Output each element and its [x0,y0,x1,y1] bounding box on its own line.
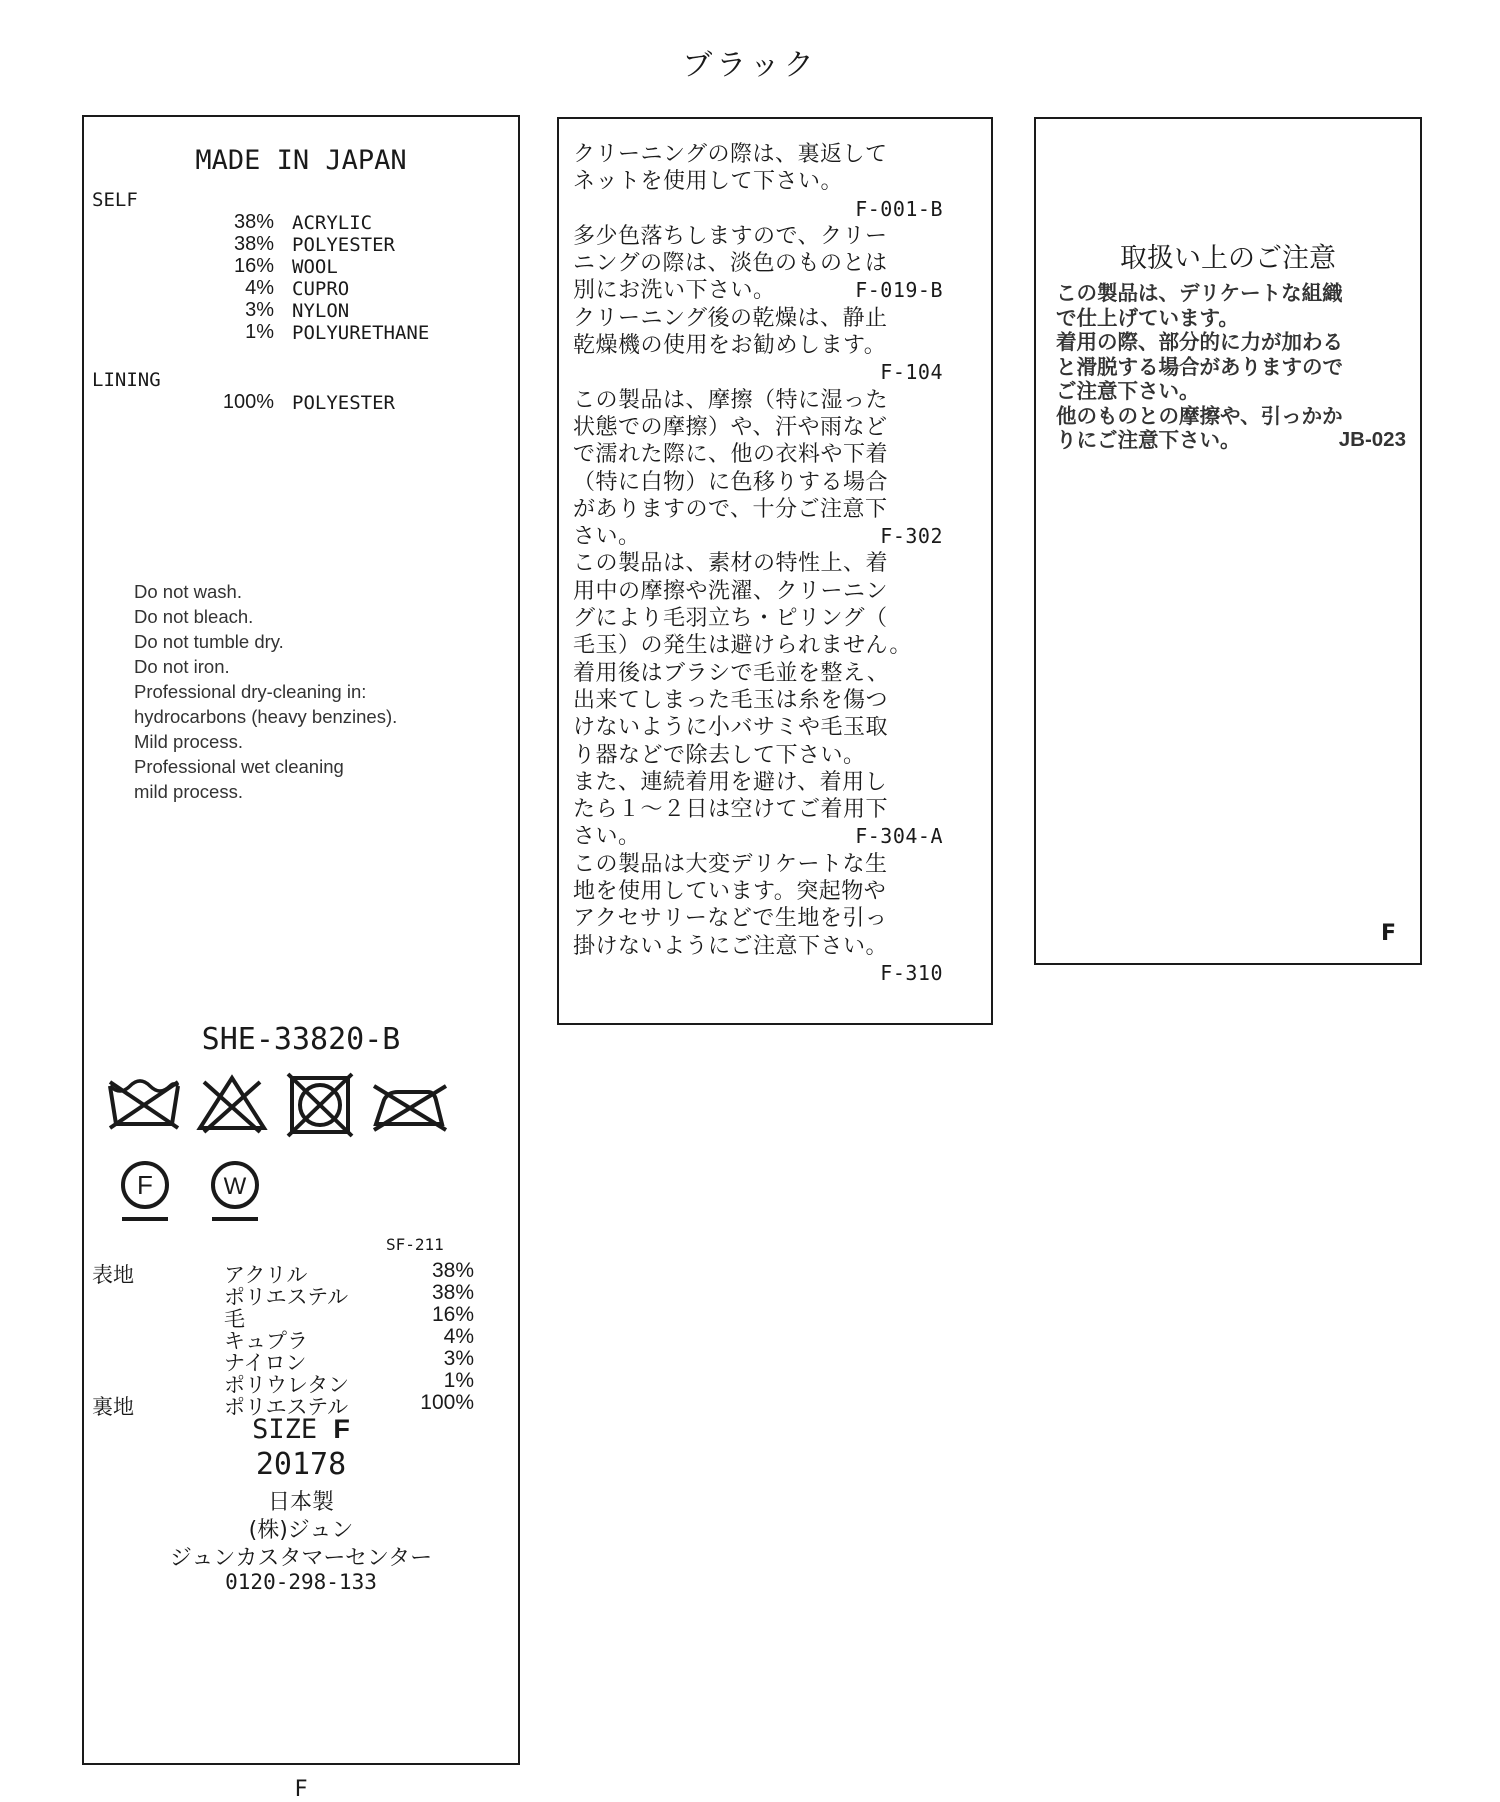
fiber-percent-jp: 38% [431,1281,474,1304]
care-note-line [573,905,943,932]
care-note-text: けないように小バサミや毛玉取 [573,715,889,741]
fiber-name-jp: ポリウレタン [224,1373,350,1397]
care-note-text: グにより毛羽立ち・ピリング（ [573,606,888,632]
care-note-text: 多少色落ちしますので、クリー [573,223,888,249]
care-note-line [573,960,943,987]
sf-code: SF-211 [386,1235,444,1254]
fiber-percent: 100% [222,391,274,413]
care-note-code: F-310 [880,960,943,985]
caution-line [1056,355,1406,380]
care-note-text: ネットを使用して下さい。 [573,169,844,195]
fiber-percent-jp: 3% [443,1347,474,1370]
fiber-percent: 16% [233,255,274,277]
care-note-text: 別にお洗い下さい。 [573,278,776,304]
care-instruction-line: hydrocarbons (heavy benzines). [134,706,398,727]
fiber-percent-jp: 16% [431,1303,474,1326]
care-note-line [573,168,943,195]
care-note-line [573,277,943,304]
care-note-line [573,223,943,250]
dry-clean-f-icon [114,1157,176,1225]
care-note-code: F-304-A [855,824,943,849]
caution-line [1056,281,1406,306]
care-symbol-row [102,1072,454,1140]
dry-clean-letter: F [137,1170,153,1200]
fabric-section-label: 裏地 [92,1395,134,1419]
care-note-line [573,605,943,632]
composition-tag [82,115,520,1802]
product-code: 20178 [255,1447,347,1482]
care-instruction-line: Do not iron. [134,656,230,677]
caution-text: りにご注意下さい。 [1056,428,1241,452]
caution-text: この製品は、デリケートな組織 [1056,281,1343,305]
care-instruction-line: Do not tumble dry. [134,631,284,652]
caution-heading: 取扱い上のご注意 [1120,243,1336,274]
wet-clean-letter: W [223,1173,247,1200]
care-note-line [573,441,943,468]
caution-line [1056,306,1406,331]
care-note-line [573,141,943,168]
caution-text: 他のものとの摩擦や、引っかか [1056,403,1343,428]
care-note-line [573,796,943,823]
care-note-text: り器などで除去して下さい。 [573,742,866,768]
care-note-text: 着用後はブラシで毛並を整え、 [573,660,890,686]
care-note-text: 用中の摩擦や洗濯、クリーニン [573,578,889,604]
fiber-name: CUPRO [292,278,350,300]
fiber-name: POLYURETHANE [292,322,430,344]
fiber-name: NYLON [292,300,350,322]
care-instruction-line: Do not wash. [134,581,242,602]
company-name: (株)ジュン [248,1518,354,1543]
fiber-percent-jp: 38% [431,1259,474,1282]
no-bleach-icon [190,1072,278,1140]
caution-line [1056,428,1406,453]
wet-clean-w-icon [204,1157,266,1225]
care-note-code: F-302 [880,524,943,549]
size-line [84,1414,518,1445]
customer-center: ジュンカスタマーセンター [169,1546,433,1571]
care-note-text: 毛玉）の発生は避けられません。 [573,633,912,659]
size-label: SIZE [252,1414,318,1445]
fiber-name-jp: ナイロン [224,1351,307,1375]
care-note-code: F-019-B [855,278,943,303]
care-note-text: クリーニングの際は、裏返して [573,142,888,167]
care-note-text: 乾燥機の使用をお勧めします。 [573,333,887,359]
care-instruction-line: Professional wet cleaning [134,756,344,777]
caution-line [1056,379,1406,404]
care-notes-text [573,141,943,987]
fiber-percent: 38% [233,233,274,255]
caution-line [1056,404,1406,429]
care-note-text: がありますので、十分ご注意下 [573,496,888,522]
care-instruction-line: Professional dry-cleaning in: [134,681,367,702]
care-instructions-english [134,579,397,804]
caution-text [1056,281,1406,453]
page-title: ブラック [682,48,818,83]
no-iron-icon [366,1072,454,1140]
care-note-text: 状態での摩擦）や、汗や雨など [573,414,888,440]
care-note-line [573,878,943,905]
fiber-percent-jp: 4% [443,1325,474,1348]
no-tumble-dry-icon [278,1072,366,1140]
care-note-line [573,769,943,796]
model-number: SHE-33820-B [201,1022,401,1057]
fiber-name-jp: アクリル [224,1263,308,1287]
care-note-text: で濡れた際に、他の衣料や下着 [573,442,889,468]
care-note-text: たら１～２日は空けてご着用下 [573,797,889,823]
care-note-line [573,851,943,878]
phone-number: 0120-298-133 [225,1570,377,1594]
fiber-name: POLYESTER [292,392,395,414]
care-note-line [573,578,943,605]
caution-code: JB-023 [1338,428,1406,451]
care-note-line [573,742,943,769]
fiber-percent: 1% [245,321,274,343]
size-value: F [333,1414,350,1444]
care-note-text: クリーニング後の乾燥は、静止 [573,305,888,331]
care-instruction-line: Mild process. [134,731,243,752]
fiber-name: POLYESTER [292,234,395,256]
care-note-text: ニングの際は、淡色のものとは [573,251,888,277]
care-note-line [573,550,943,577]
care-note-code: F-104 [880,360,943,385]
care-note-line [573,687,943,714]
care-note-text: この製品は大変デリケートな生 [573,851,888,877]
care-note-text: （特に白物）に色移りする場合 [573,469,889,495]
fiber-percent-jp: 1% [443,1369,474,1392]
caution-text: で仕上げています。 [1056,305,1239,330]
care-note-text: さい。 [573,824,641,850]
care-note-line [573,359,943,386]
care-note-line [573,523,943,550]
professional-clean-symbol-row [114,1157,266,1225]
care-note-text: さい。 [573,524,641,550]
lining-section-label: LINING [92,369,161,391]
fiber-name: ACRYLIC [292,212,373,234]
care-note-line [573,305,943,332]
care-note-line [573,714,943,741]
caution-text: ご注意下さい。 [1056,379,1200,403]
care-note-line [573,387,943,414]
self-section-label: SELF [92,189,138,211]
care-note-text: この製品は、摩擦（特に湿った [573,387,889,413]
care-note-text: また、連続着用を避け、着用し [573,769,888,795]
care-note-line [573,414,943,441]
fiber-name: WOOL [292,256,338,278]
care-note-text: この製品は、素材の特性上、着 [573,551,889,577]
care-note-text: アクセサリーなどで生地を引っ [573,906,888,932]
care-note-line [573,933,943,960]
care-note-text: 掛けないようにご注意下さい。 [573,933,889,959]
fiber-name-jp: キュプラ [224,1329,308,1353]
care-note-text: 出来てしまった毛玉は糸を傷つ [573,687,889,713]
fiber-percent: 38% [233,211,274,233]
care-note-line [573,469,943,496]
fiber-percent: 4% [245,277,274,299]
care-instruction-line: mild process. [134,781,243,802]
care-note-line [573,823,943,850]
fiber-name-jp: ポリエステル [224,1285,349,1309]
fiber-percent: 3% [245,299,274,321]
fiber-name-jp: ポリエステル [224,1395,349,1419]
origin-japanese: 日本製 [267,1490,334,1515]
fiber-name-jp: 毛 [224,1307,245,1331]
care-note-text: 地を使用しています。突起物や [573,879,887,905]
care-note-line [573,332,943,359]
caution-text: と滑脱する場合がありますので [1056,354,1343,379]
no-wash-icon [102,1072,190,1140]
care-note-line [573,496,943,523]
tag-footer: F [294,1777,308,1802]
tag-footer: F [1380,921,1396,946]
handling-caution-tag [1034,117,1422,965]
care-note-line [573,632,943,659]
caution-text: 着用の際、部分的に力が加わる [1056,330,1343,354]
caution-line [1056,330,1406,355]
care-notes-tag [557,117,993,1025]
care-note-line [573,250,943,277]
care-note-code: F-001-B [855,196,943,221]
care-note-line [573,660,943,687]
care-note-line [573,196,943,223]
fiber-percent-jp: 100% [420,1391,474,1414]
made-in-label: MADE IN JAPAN [195,145,407,176]
fabric-section-label: 表地 [92,1263,134,1287]
care-instruction-line: Do not bleach. [134,606,254,627]
